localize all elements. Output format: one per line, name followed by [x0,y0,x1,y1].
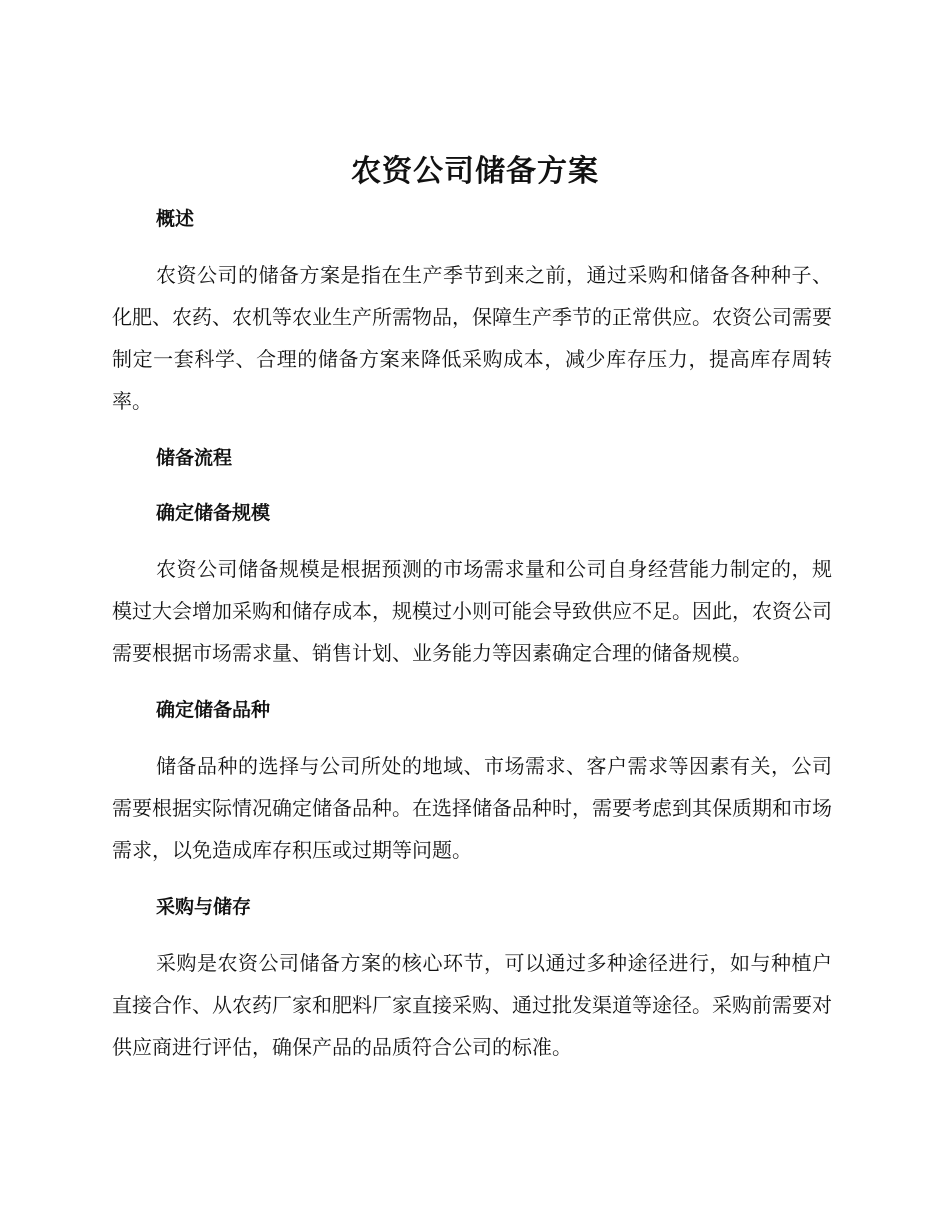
section-heading: 确定储备规模 [156,502,271,524]
section-varieties [112,691,832,871]
document-title: 农资公司储备方案 [351,154,599,189]
section-heading: 采购与储存 [156,896,252,918]
section-process [112,439,832,477]
section-overview [112,200,832,422]
section-paragraph: 农资公司的储备方案是指在生产季节到来之前，通过采购和储备各种种子、化肥、农药、农机等农业生产所需物品，保障生产季节的正常供应。农资公司需要制定一套科学、合理的储备方案来降低采购成本，减少库存压力，提高库存周转率。 [112,263,832,413]
section-heading: 储备流程 [156,447,233,469]
section-paragraph: 采购是农资公司储备方案的核心环节，可以通过多种途径进行，如与种植户直接合作、从农药厂家和肥料厂家直接采购、通过批发渠道等途径。采购前需要对供应商进行评估，确保产品的品质符合公司的标准。 [112,951,832,1059]
section-paragraph: 储备品种的选择与公司所处的地域、市场需求、客户需求等因素有关，公司需要根据实际情况确定储备品种。在选择储备品种时，需要考虑到其保质期和市场需求，以免造成库存积压或过期等问题。 [112,754,832,862]
section-procurement [112,888,832,1068]
section-heading: 确定储备品种 [156,699,271,721]
document-body [112,200,832,1068]
section-scale [112,494,832,674]
section-heading: 概述 [156,208,195,230]
section-paragraph: 农资公司储备规模是根据预测的市场需求量和公司自身经营能力制定的，规模过大会增加采购和储存成本，规模过小则可能会导致供应不足。因此，农资公司需要根据市场需求量、销售计划、业务能力等因素确定合理的储备规模。 [112,557,832,665]
